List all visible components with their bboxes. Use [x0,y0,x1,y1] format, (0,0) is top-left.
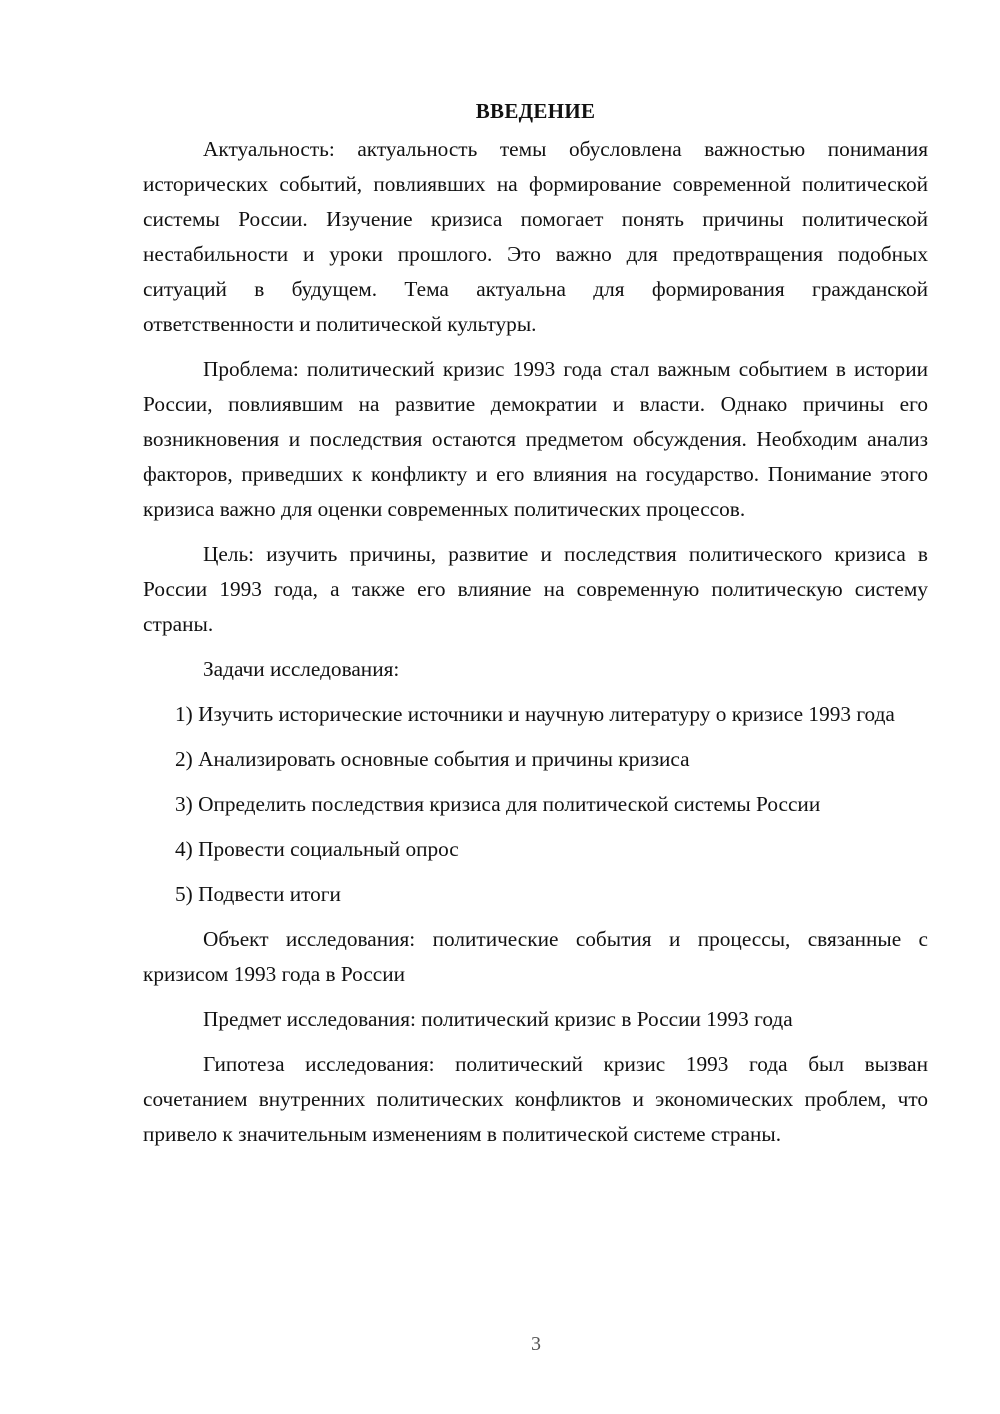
task-item-1: 1) Изучить исторические источники и научную литературу о кризисе 1993 года [175,702,895,726]
hypothesis-paragraph: Гипотеза исследования: политический кризис 1993 года был вызван сочетанием внутренних политических конфликтов и экономических проблем, что привело к значительным изменениям в политической системе страны. [143,1052,928,1146]
task-item-3: 3) Определить последствия кризиса для политической системы России [175,792,821,816]
page-number: 3 [531,1333,541,1355]
section-heading: ВВЕДЕНИЕ [475,99,596,123]
document-page [143,92,928,1162]
problem-paragraph: Проблема: политический кризис 1993 года стал важным событием в истории России, повлиявшим на развитие демократии и власти. Однако причины его возникновения и последствия остаются предметом обсуждения. Необходим анализ факторов, приведших к конфликту и его влияния на государство. Понимание этого кризиса важно для оценки современных политических процессов. [143,357,928,521]
task-item-2: 2) Анализировать основные события и причины кризиса [175,747,690,771]
task-item-5: 5) Подвести итоги [175,882,341,906]
subject-paragraph: Предмет исследования: политический кризис в России 1993 года [203,1007,793,1031]
task-item-4: 4) Провести социальный опрос [175,837,459,861]
relevance-paragraph: Актуальность: актуальность темы обусловлена важностью понимания исторических событий, повлиявших на формирование современной политической системы России. Изучение кризиса помогает понять причины политической нестабильности и уроки прошлого. Это важно для предотвращения подобных ситуаций в будущем. Тема актуальна для формирования гражданской ответственности и политической культуры. [143,137,928,336]
goal-paragraph: Цель: изучить причины, развитие и последствия политического кризиса в России 1993 года, а также его влияние на современную политическую систему страны. [143,542,928,636]
tasks-heading: Задачи исследования: [203,657,400,681]
object-paragraph: Объект исследования: политические события и процессы, связанные с кризисом 1993 года в России [143,927,928,986]
